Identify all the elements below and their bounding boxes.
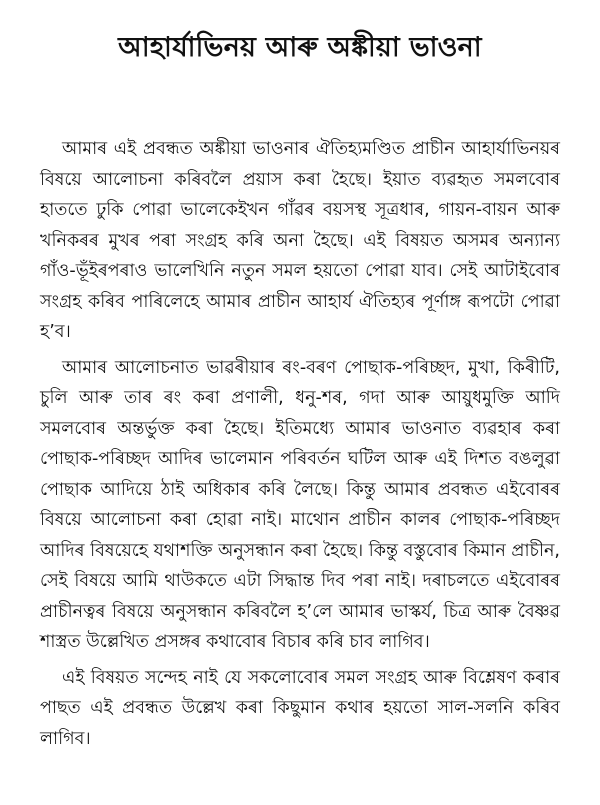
paragraph-2: আমাৰ আলোচনাত ভাৱৰীয়াৰ ৰং-বৰণ পোছাক-পৰিচ্ছদ, মুখা, কিৰীটি, চুলি আৰু তাৰ ৰং কৰা প্ৰণালী, ধনু-শৰ, গদা আৰু আয়ুধমুক্তি আদি সমলবোৰ অন্তৰ্ভুক্ত কৰা হৈছে। ইতিমধ্যে আমাৰ ভাওনাত ব্যৱহাৰ কৰা পোছাক-পৰিচ্ছদ আদিৰ ভালেমান পৰিবৰ্তন ঘটিল আৰু এই দিশত বঙলুৱা পোছাক আদিয়ে ঠাই অধিকাৰ কৰি লৈছে। কিন্তু আমাৰ প্ৰবন্ধত এইবোৰৰ বিষয়ে আলোচনা কৰা হোৱা নাই। মাথোন প্ৰাচীন কালৰ পোছাক-পৰিচ্ছদ আদিৰ বিষয়েহে যথাশক্তি অনুসন্ধান কৰা হৈছে। কিন্তু বস্তুবোৰ কিমান প্ৰাচীন, সেই বিষয়ে আমি থাউকতে এটা সিদ্ধান্ত দিব পৰা নাই। দৰাচলতে এইবোৰৰ প্ৰাচীনত্বৰ বিষয়ে অনুসন্ধান কৰিবলৈ হ’লে আমাৰ ভাস্কৰ্য, চিত্ৰ আৰু বৈষ্ণৱ শাস্ত্ৰত উল্লেখিত প্ৰসঙ্গৰ কথাবোৰ বিচাৰ কৰি চাব লাগিব। — [40, 357, 560, 652]
paragraph-1: আমাৰ এই প্ৰবন্ধত অঙ্কীয়া ভাওনাৰ ঐতিহ্যমণ্ডিত প্ৰাচীন আহাৰ্যাভিনয়ৰ বিষয়ে আলোচনা কৰিবলৈ প্ৰয়াস কৰা হৈছে। ইয়াত ব্যৱহৃত সমলবোৰ হাততে ঢুকি পোৱা ভালেকেইখন গাঁৱৰ বয়সস্থ সূত্ৰধাৰ, গায়ন-বায়ন আৰু খনিকৰৰ মুখৰ পৰা সংগ্ৰহ কৰি অনা হৈছে। এই বিষয়ত অসমৰ অন্যান্য গাঁও-ভূঁইৰপৰাও ভালেখিনি নতুন সমল হয়তো পোৱা যাব। সেই আটাইবোৰ সংগ্ৰহ কৰিব পাৰিলেহে আমাৰ প্ৰাচীন আহাৰ্য ঐতিহ্যৰ পূৰ্ণাঙ্গ ৰূপটো পোৱা হ’ব। — [40, 139, 560, 342]
page-title: আহাৰ্যাভিনয় আৰু অঙ্কীয়া ভাওনা — [118, 32, 482, 63]
body-text — [40, 134, 560, 754]
paragraph-3: এই বিষয়ত সন্দেহ নাই যে সকলোবোৰ সমল সংগ্ৰহ আৰু বিশ্লেষণ কৰাৰ পাছত এই প্ৰবন্ধত উল্লেখ কৰা কিছুমান কথাৰ হয়তো সাল-সলনি কৰিব লাগিব। — [40, 667, 560, 749]
